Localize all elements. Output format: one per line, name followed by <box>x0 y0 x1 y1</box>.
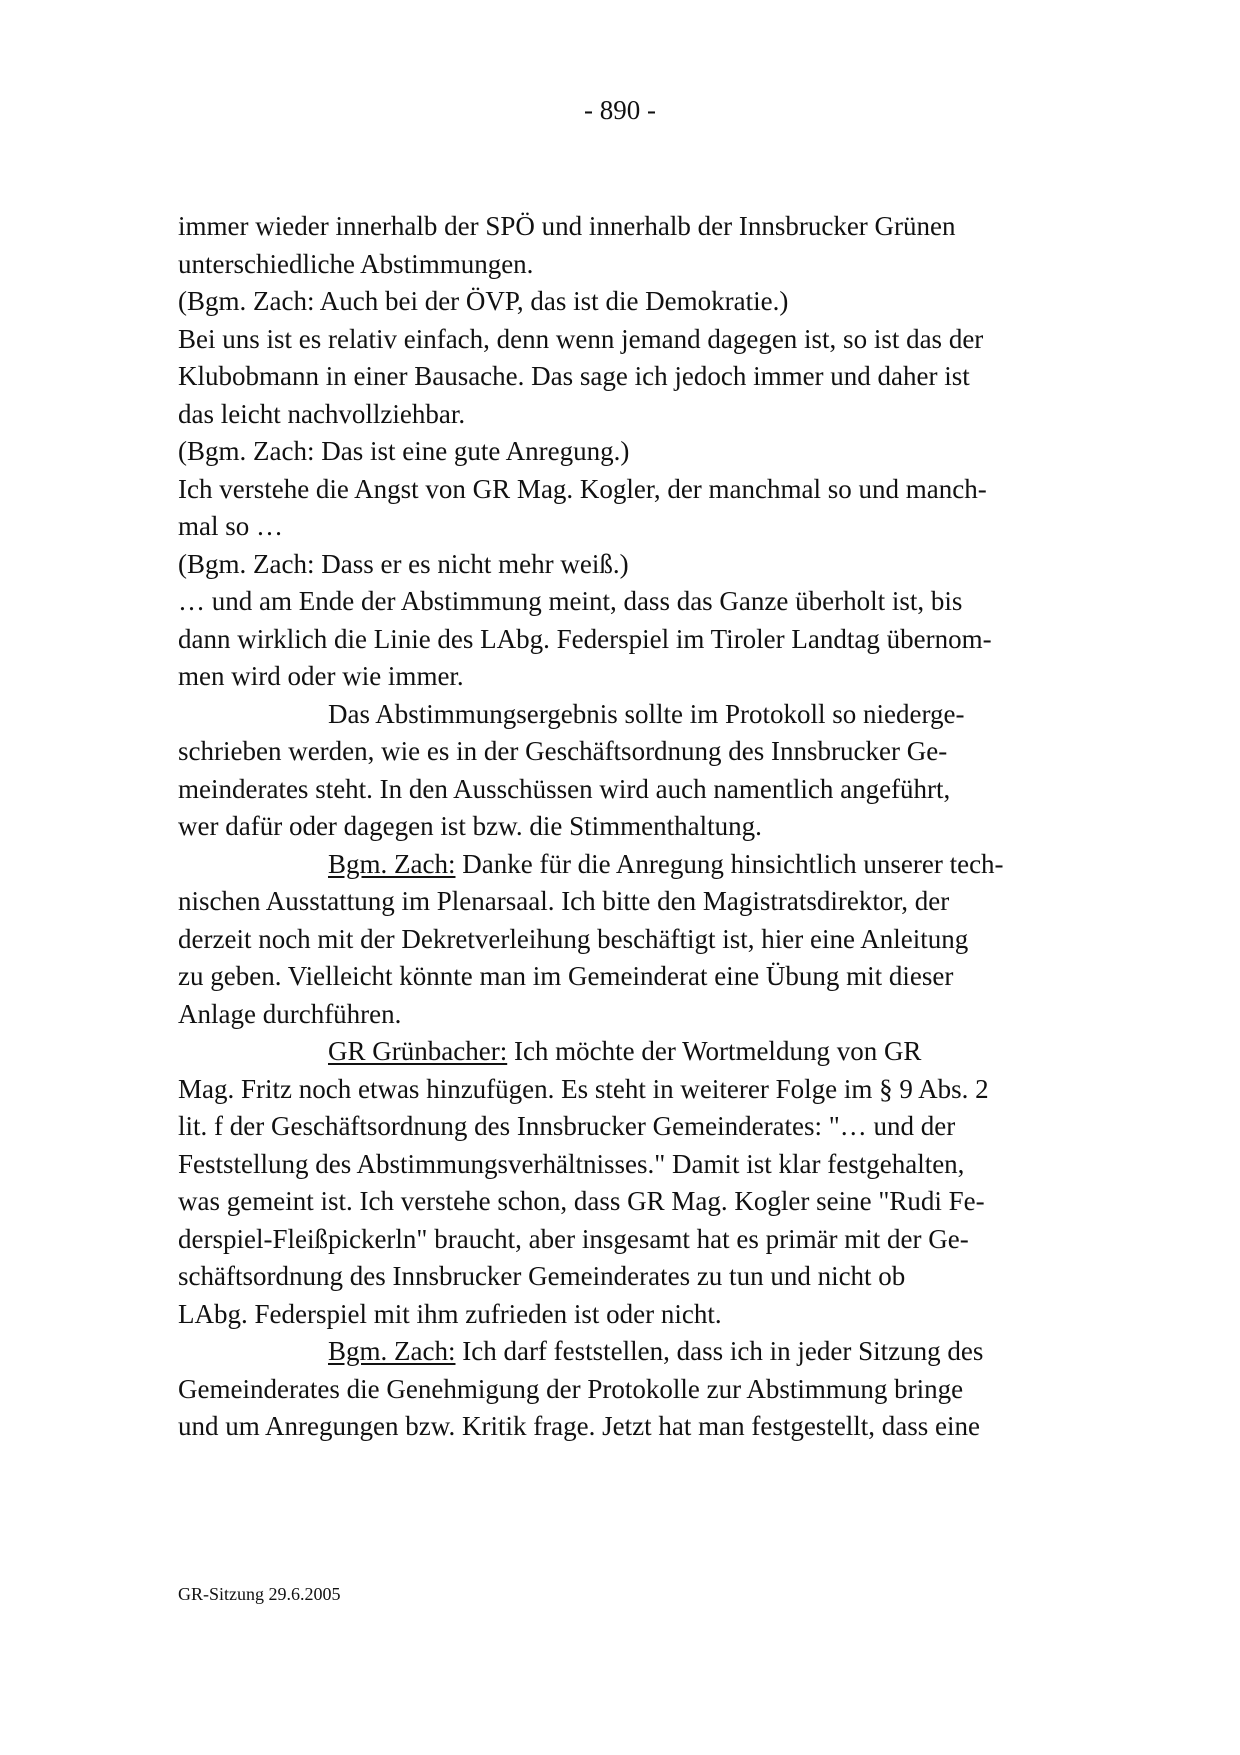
line-text: nischen Ausstattung im Plenarsaal. Ich bitte den Magistratsdirektor, der <box>178 886 950 916</box>
speaker-name: GR Grünbacher: <box>328 1036 508 1066</box>
text-line <box>178 1033 1058 1071</box>
text-line <box>178 396 1058 434</box>
text-line <box>178 508 1058 546</box>
text-line <box>178 1071 1058 1109</box>
text-line <box>178 846 1058 884</box>
document-body <box>178 208 1058 1446</box>
line-text: schrieben werden, wie es in der Geschäftsordnung des Innsbrucker Ge- <box>178 736 948 766</box>
line-text: unterschiedliche Abstimmungen. <box>178 248 534 279</box>
line-text: (Bgm. Zach: Dass er es nicht mehr weiß.) <box>178 548 629 579</box>
line-text: Feststellung des Abstimmungsverhältnisses." Damit ist klar festgehalten, <box>178 1148 965 1179</box>
text-line <box>178 1146 1058 1184</box>
line-text: Ich möchte der Wortmeldung von GR <box>507 1036 922 1066</box>
line-text: (Bgm. Zach: Auch bei der ÖVP, das ist die Demokratie.) <box>178 286 789 316</box>
line-text: immer wieder innerhalb der SPÖ und innerhalb der Innsbrucker Grünen <box>178 211 956 241</box>
line-text: derspiel-Fleißpickerln" braucht, aber insgesamt hat es primär mit der Ge- <box>178 1223 969 1254</box>
line-text: das leicht nachvollziehbar. <box>178 398 466 429</box>
text-line <box>178 1258 1058 1296</box>
text-line <box>178 246 1058 284</box>
line-text: und um Anregungen bzw. Kritik frage. Jetzt hat man festgestellt, dass eine <box>178 1411 981 1441</box>
line-text: zu geben. Vielleicht könnte man im Gemeinderat eine Übung mit dieser <box>178 961 954 991</box>
text-line <box>178 658 1058 696</box>
speaker-name: Bgm. Zach: <box>328 1336 456 1366</box>
text-line <box>178 883 1058 921</box>
text-line <box>178 921 1058 959</box>
line-text: Ich darf feststellen, dass ich in jeder Sitzung des <box>455 1336 984 1366</box>
line-text: Mag. Fritz noch etwas hinzufügen. Es steht in weiterer Folge im § 9 Abs. 2 <box>178 1073 989 1104</box>
text-line <box>178 1183 1058 1221</box>
text-line <box>178 471 1058 509</box>
line-text: LAbg. Federspiel mit ihm zufrieden ist oder nicht. <box>178 1298 722 1329</box>
text-line <box>178 621 1058 659</box>
line-text: Klubobmann in einer Bausache. Das sage ich jedoch immer und daher ist <box>178 361 970 391</box>
text-line <box>178 1333 1058 1371</box>
line-text: Danke für die Anregung hinsichtlich unserer tech- <box>455 848 1004 879</box>
text-line <box>178 433 1058 471</box>
line-text: derzeit noch mit der Dekretverleihung beschäftigt ist, hier eine Anleitung <box>178 923 969 954</box>
text-line <box>178 958 1058 996</box>
footer-session-date: GR-Sitzung 29.6.2005 <box>178 1584 341 1604</box>
line-text: schäftsordnung des Innsbrucker Gemeinderates zu tun und nicht ob <box>178 1261 906 1291</box>
text-line <box>178 1371 1058 1409</box>
line-text: (Bgm. Zach: Das ist eine gute Anregung.) <box>178 436 630 466</box>
text-line <box>178 1221 1058 1259</box>
line-text: was gemeint ist. Ich verstehe schon, dass GR Mag. Kogler seine "Rudi Fe- <box>178 1186 985 1216</box>
text-line <box>178 808 1058 846</box>
text-line <box>178 583 1058 621</box>
line-text: Bei uns ist es relativ einfach, denn wenn jemand dagegen ist, so ist das der <box>178 323 984 354</box>
line-text: Das Abstimmungsergebnis sollte im Protokoll so niederge- <box>328 698 965 729</box>
line-text: wer dafür oder dagegen ist bzw. die Stimmenthaltung. <box>178 811 762 841</box>
text-line <box>178 546 1058 584</box>
text-line <box>178 1296 1058 1334</box>
line-text: men wird oder wie immer. <box>178 661 464 691</box>
line-text: mal so … <box>178 511 283 541</box>
text-line <box>178 733 1058 771</box>
line-text: dann wirklich die Linie des LAbg. Federspiel im Tiroler Landtag übernom- <box>178 623 992 654</box>
text-line <box>178 283 1058 321</box>
text-line <box>178 1108 1058 1146</box>
line-text: lit. f der Geschäftsordnung des Innsbrucker Gemeinderates: "… und der <box>178 1111 956 1141</box>
text-line <box>178 996 1058 1034</box>
text-line <box>178 208 1058 246</box>
line-text: meinderates steht. In den Ausschüssen wird auch namentlich angeführt, <box>178 773 951 804</box>
text-line <box>178 1408 1058 1446</box>
speaker-name: Bgm. Zach: <box>328 848 456 879</box>
line-text: Ich verstehe die Angst von GR Mag. Kogler, der manchmal so und manch- <box>178 473 987 504</box>
line-text: … und am Ende der Abstimmung meint, dass das Ganze überholt ist, bis <box>178 586 963 616</box>
line-text: Anlage durchführen. <box>178 998 402 1029</box>
page-number: - 890 - <box>584 95 656 125</box>
text-line <box>178 771 1058 809</box>
text-line <box>178 696 1058 734</box>
line-text: Gemeinderates die Genehmigung der Protokolle zur Abstimmung bringe <box>178 1373 964 1404</box>
text-line <box>178 358 1058 396</box>
text-line <box>178 321 1058 359</box>
